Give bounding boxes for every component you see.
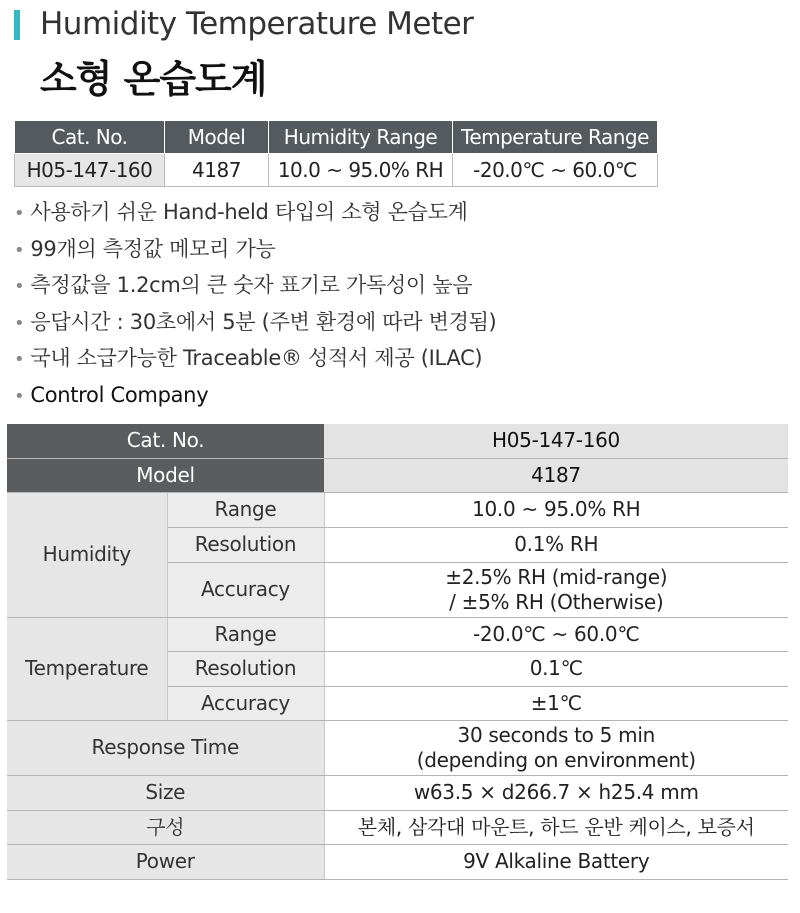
summary-header-cat-no: Cat. No.: [15, 121, 165, 154]
bullet-icon: •: [14, 276, 25, 297]
feature-text: 국내 소급가능한 Traceable® 성적서 제공 (ILAC): [30, 346, 483, 370]
spec-label-temperature-resolution: Resolution: [167, 651, 324, 686]
summary-temperature-range: -20.0℃ ~ 60.0℃: [453, 154, 658, 187]
spec-label-humidity-accuracy: Accuracy: [167, 562, 324, 617]
feature-item: [14, 306, 496, 343]
spec-value-humidity-accuracy-line2: / ±5% RH (Otherwise): [449, 589, 664, 614]
spec-group-temperature: Temperature: [7, 617, 167, 720]
spec-value-cat-no: H05-147-160: [324, 424, 788, 458]
spec-row-response-time: [7, 720, 788, 775]
title-accent-bar: [14, 10, 20, 40]
spec-value-humidity-resolution: 0.1% RH: [324, 527, 788, 562]
spec-value-humidity-range: 10.0 ~ 95.0% RH: [324, 492, 788, 527]
feature-text: 응답시간 : 30초에서 5분 (주변 환경에 따라 변경됨): [30, 309, 497, 334]
feature-item: [14, 269, 496, 306]
spec-value-size: w63.5 × d266.7 × h25.4 mm: [324, 775, 788, 810]
summary-table: [14, 120, 658, 187]
spec-row-humidity-range: [7, 492, 788, 527]
spec-group-humidity: Humidity: [7, 492, 167, 617]
spec-label-size: Size: [7, 775, 324, 810]
spec-value-temperature-resolution: 0.1℃: [324, 651, 788, 686]
spec-label-components: 구성: [7, 810, 324, 844]
summary-header-temperature-range: Temperature Range: [453, 121, 658, 154]
spec-value-response-time: [324, 720, 788, 775]
spec-value-humidity-accuracy-line1: ±2.5% RH (mid-range): [445, 564, 668, 589]
page-title-english: Humidity Temperature Meter: [40, 6, 474, 42]
feature-text: 측정값을 1.2cm의 큰 숫자 표기로 가독성이 높음: [30, 273, 473, 297]
spec-value-components: 본체, 삼각대 마운트, 하드 운반 케이스, 보증서: [324, 810, 788, 844]
spec-label-humidity-range: Range: [167, 492, 324, 527]
feature-item: [14, 342, 496, 379]
spec-value-temperature-range: -20.0℃ ~ 60.0℃: [324, 617, 788, 651]
spec-row-temperature-range: [7, 617, 788, 651]
summary-header-row: [15, 121, 658, 154]
feature-text: 사용하기 쉬운 Hand-held 타입의 소형 온습도계: [30, 200, 468, 224]
spec-label-temperature-accuracy: Accuracy: [167, 686, 324, 720]
summary-data-row: [15, 154, 658, 187]
spec-value-response-time-line2: (depending on environment): [416, 747, 696, 772]
spec-value-model: 4187: [324, 458, 788, 492]
spec-label-model: Model: [7, 458, 324, 492]
spec-value-temperature-accuracy: ±1℃: [324, 686, 788, 720]
feature-item: [14, 196, 496, 233]
summary-cat-no: H05-147-160: [15, 154, 165, 187]
spec-row-components: [7, 810, 788, 844]
bullet-icon: •: [14, 312, 25, 334]
spec-value-response-time-line1: 30 seconds to 5 min: [457, 722, 655, 747]
spec-table: [7, 424, 788, 880]
summary-model: 4187: [165, 154, 269, 187]
bullet-icon: •: [14, 239, 25, 261]
summary-header-model: Model: [165, 121, 269, 154]
spec-row-size: [7, 775, 788, 810]
page-title-korean: 소형 온습도계: [40, 57, 267, 101]
bullet-icon: •: [14, 349, 25, 370]
feature-item: [14, 233, 496, 270]
spec-row-cat-no: [7, 424, 788, 458]
spec-label-power: Power: [7, 844, 324, 879]
spec-label-temperature-range: Range: [167, 617, 324, 651]
spec-label-cat-no: Cat. No.: [7, 424, 324, 458]
spec-label-response-time: Response Time: [7, 720, 324, 775]
spec-label-humidity-resolution: Resolution: [167, 527, 324, 562]
summary-header-humidity-range: Humidity Range: [269, 121, 453, 154]
bullet-icon: •: [14, 385, 25, 407]
feature-item-brand: [14, 379, 496, 416]
spec-value-humidity-accuracy: [324, 562, 788, 617]
feature-list: [14, 196, 496, 415]
spec-row-power: [7, 844, 788, 879]
feature-text: Control Company: [30, 382, 209, 407]
feature-text: 99개의 측정값 메모리 가능: [30, 236, 276, 261]
bullet-icon: •: [14, 203, 25, 224]
spec-row-model: [7, 458, 788, 492]
summary-humidity-range: 10.0 ~ 95.0% RH: [269, 154, 453, 187]
spec-value-power: 9V Alkaline Battery: [324, 844, 788, 879]
